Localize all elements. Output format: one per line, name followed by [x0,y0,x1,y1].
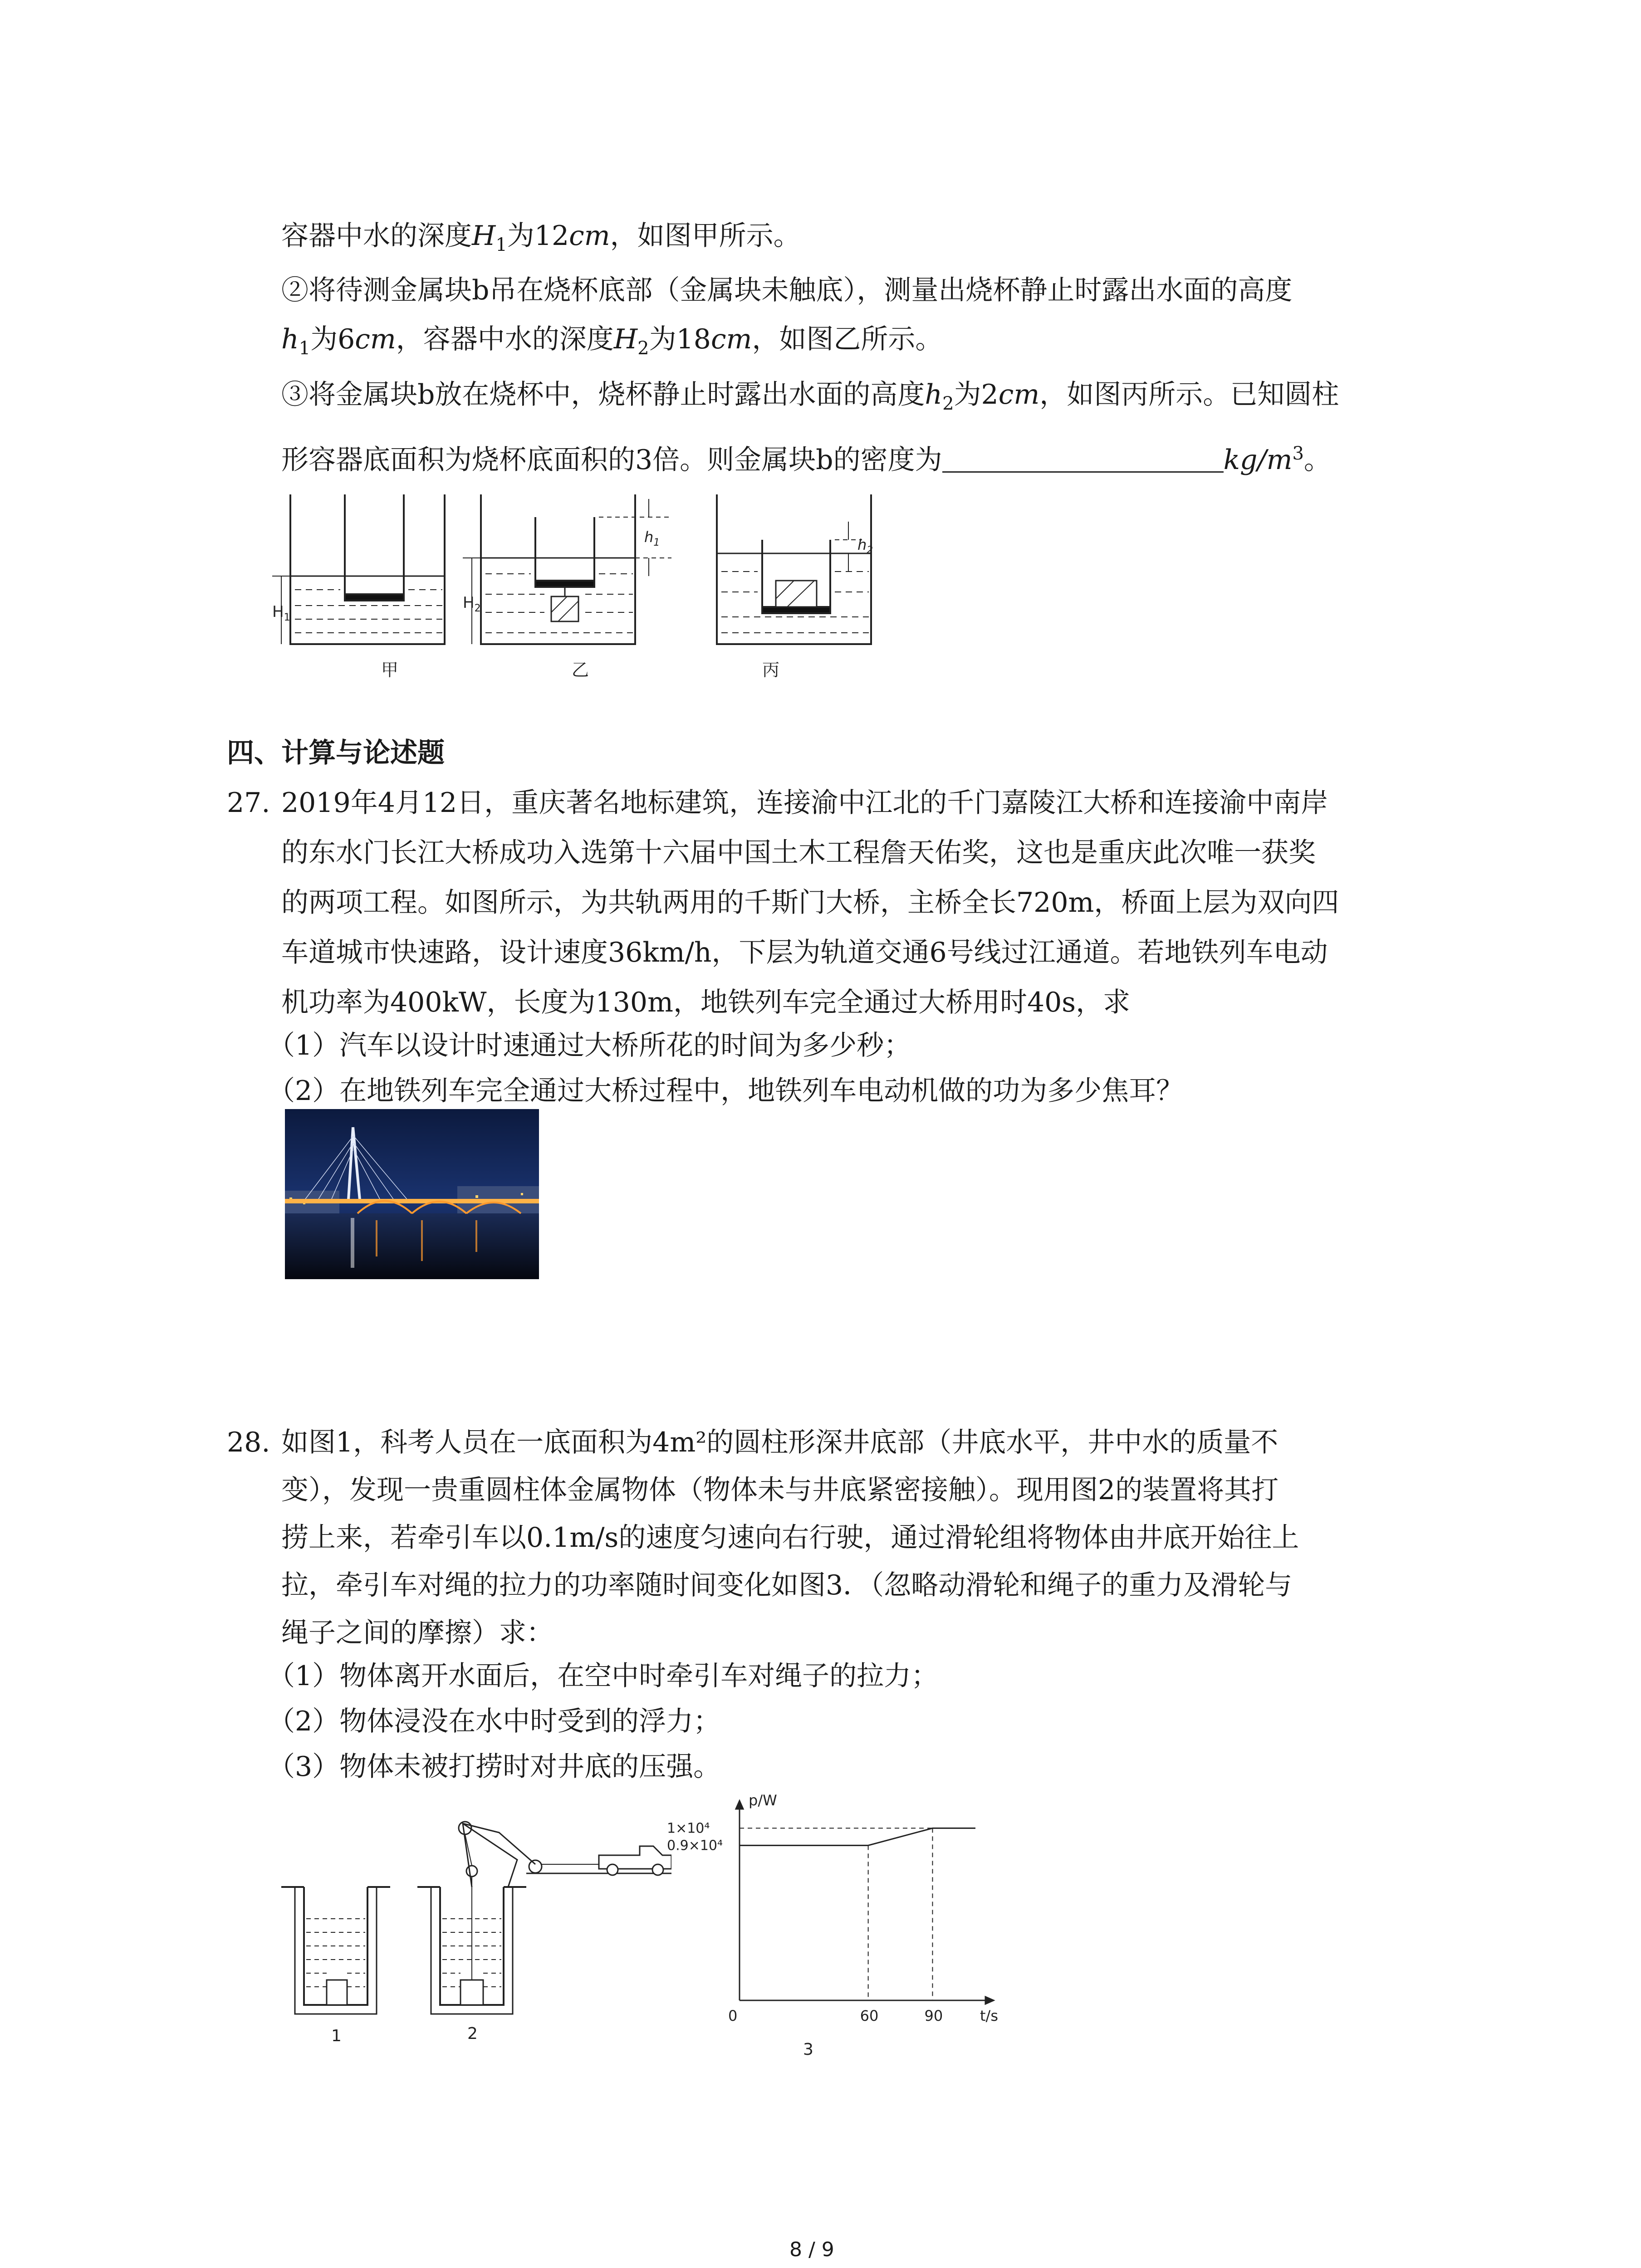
x-tick-label: 90 [924,2007,943,2024]
q27-line-4: 车道城市快速路，设计速度36km/h，下层为轨道交通6号线过江通道。若地铁列车电动 [281,937,1328,968]
text: ，如图乙所示。 [752,323,943,355]
text: ，如图丙所示。已知圆柱 [1039,379,1339,411]
q28-line-5: 绳子之间的摩擦）求： [281,1617,554,1649]
text: 为12 [507,220,569,252]
cont-line-1 [281,218,801,263]
label-jia: 甲 [381,660,399,680]
label-h1: $h_1$ [644,528,660,548]
q28-line-2: 变），发现一贵重圆柱体金属物体（物体未与井底紧密接触）。现用图2的装置将其打 [281,1474,1279,1506]
q28-sub-3: （3）物体未被打捞时对井底的压强。 [268,1751,721,1783]
unit: cm [710,323,752,355]
q27-line-2: 的东水门长江大桥成功入选第十六届中国土木工程詹天佑奖，这也是重庆此次唯一获奖 [281,837,1316,869]
q27-line-5: 机功率为400kW，长度为130m，地铁列车完全通过大桥用时40s，求 [281,987,1131,1018]
figure-1-well [281,1887,390,2014]
sup: 3 [1292,443,1304,464]
q28-line-4: 拉，牵引车对绳的拉力的功率随时间变化如图3．（忽略动滑轮和绳子的重力及滑轮与 [281,1569,1293,1601]
cont-line-4 [281,376,1339,422]
label-bing: 丙 [762,660,780,680]
label-fig1: 1 [331,2027,342,2045]
var: H [613,323,638,355]
well-figures [281,1796,671,2050]
label-h2: $h_2$ [857,536,873,556]
y-axis-label: p/W [749,1792,777,1809]
x-axis-arrow [985,1997,994,2004]
y-tick-label: 1×10⁴ [667,1820,710,1837]
unit: kg/m [1223,444,1293,476]
x-tick-label: 0 [728,2007,738,2024]
cont-line-5 [281,435,1331,478]
figure-2-well [417,1822,671,2014]
page-number: 8 / 9 [789,2238,834,2261]
figure-bing [717,494,871,644]
text: 为2 [954,379,999,411]
q27-sub-1: （1）汽车以设计时速通过大桥所花的时间为多少秒； [268,1030,911,1061]
label-H2: $H_2$ [463,594,481,614]
cont-line-2: ②将待测金属块b吊在烧杯底部（金属块未触底），测量出烧杯静止时露出水面的高度 [281,274,1293,306]
text: 为18 [649,323,711,355]
sub: 2 [637,338,649,359]
label-H1: $H_1$ [272,603,290,623]
unit: cm [569,220,610,252]
sub: 2 [942,393,954,414]
unit: cm [998,379,1040,411]
beaker-figures [272,481,907,680]
q27-line-1: 2019年4月12日，重庆著名地标建筑，连接渝中江北的千门嘉陵江大桥和连接渝中南岸 [281,787,1328,819]
q27-number: 27. [227,787,270,819]
text: 为6 [310,323,355,355]
var: h [281,323,299,355]
sub: 1 [495,235,507,255]
text: 容器中水的深度 [281,220,472,252]
unit: cm [355,323,396,355]
figure-jia [272,494,445,644]
label-fig2: 2 [467,2024,478,2043]
section-title: 四、计算与论述题 [227,737,445,769]
text: 。 [1303,444,1331,476]
y-axis-arrow [736,1801,743,1809]
text: ，容器中水的深度 [396,323,614,355]
series-line [740,1828,975,1845]
power-time-chart [667,1787,1030,2059]
y-tick-label: 0.9×10⁴ [667,1838,723,1854]
var: H [472,220,496,252]
text: ，如图甲所示。 [610,220,801,252]
q28-number: 28. [227,1427,270,1458]
q28-line-3: 捞上来，若牵引车以0.1m/s的速度匀速向右行驶，通过滑轮组将物体由井底开始往上 [281,1522,1299,1554]
text: 形容器底面积为烧杯底面积的3倍。则金属块b的密度为 [281,444,942,476]
bridge-photo [285,1109,539,1279]
q27-line-3: 的两项工程。如图所示，为共轨两用的千斯门大桥，主桥全长720m，桥面上层为双向四 [281,887,1339,919]
var: h [925,379,943,411]
q28-sub-1: （1）物体离开水面后，在空中时牵引车对绳子的拉力； [268,1660,939,1692]
q27-sub-2: （2）在地铁列车完全通过大桥过程中，地铁列车电动机做的功为多少焦耳？ [268,1075,1184,1107]
sub: 1 [299,338,311,359]
q28-sub-2: （2）物体浸没在水中时受到的浮力； [268,1706,721,1737]
q28-line-1: 如图1，科考人员在一底面积为4m²的圆柱形深井底部（井底水平，井中水的质量不 [281,1427,1279,1458]
figure-yi [463,494,671,644]
answer-blank[interactable] [942,444,1224,473]
label-fig3: 3 [803,2040,813,2059]
x-tick-label: 60 [860,2007,879,2024]
label-yi: 乙 [572,660,589,680]
cont-line-3 [281,321,942,367]
text: ③将金属块b放在烧杯中，烧杯静止时露出水面的高度 [281,379,925,411]
x-axis-label: t/s [980,2007,998,2024]
